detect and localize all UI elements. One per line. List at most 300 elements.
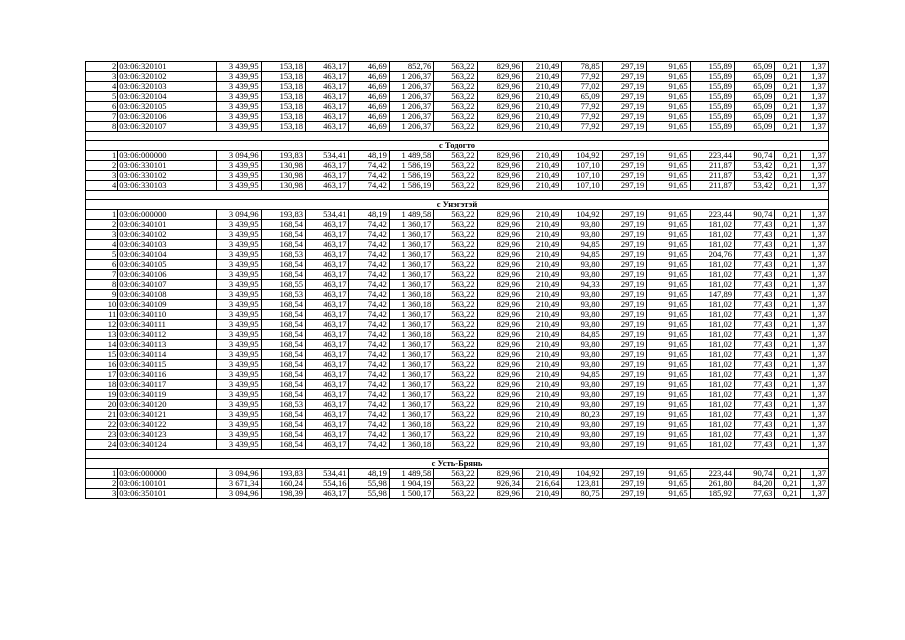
value-cell: 210,49 — [523, 340, 562, 350]
value-cell: 210,49 — [523, 330, 562, 340]
value-cell: 829,96 — [477, 112, 522, 122]
value-cell: 181,02 — [690, 420, 734, 430]
value-cell: 563,22 — [434, 210, 477, 220]
code-cell: 03:06:340108 — [118, 290, 217, 300]
value-cell: 93,80 — [562, 300, 602, 310]
code-cell: 03:06:340109 — [118, 300, 217, 310]
value-cell: 78,85 — [562, 62, 602, 72]
value-cell: 155,89 — [690, 102, 734, 112]
code-cell: 03:06:350101 — [118, 489, 217, 499]
value-cell: 77,02 — [562, 82, 602, 92]
table-row — [86, 220, 829, 230]
value-cell: 829,96 — [477, 92, 522, 102]
value-cell: 829,96 — [477, 489, 522, 499]
value-cell: 463,17 — [306, 230, 349, 240]
value-cell: 130,98 — [261, 181, 305, 191]
value-cell: 77,43 — [735, 300, 775, 310]
value-cell: 297,19 — [602, 220, 646, 230]
value-cell: 829,96 — [477, 390, 522, 400]
value-cell: 1 360,18 — [389, 290, 433, 300]
value-cell: 210,49 — [523, 62, 562, 72]
value-cell: 1 360,17 — [389, 270, 433, 280]
value-cell: 1,37 — [800, 171, 828, 181]
value-cell: 77,43 — [735, 350, 775, 360]
value-cell: 74,42 — [349, 430, 389, 440]
value-cell: 1,37 — [800, 181, 828, 191]
value-cell: 0,21 — [775, 400, 800, 410]
value-cell: 563,22 — [434, 151, 477, 161]
value-cell: 104,92 — [562, 210, 602, 220]
value-cell: 297,19 — [602, 82, 646, 92]
value-cell: 829,96 — [477, 360, 522, 370]
value-cell: 1,37 — [800, 102, 828, 112]
value-cell: 829,96 — [477, 420, 522, 430]
value-cell: 65,09 — [735, 62, 775, 72]
row-number-cell: 1 — [86, 469, 118, 479]
value-cell: 155,89 — [690, 122, 734, 132]
value-cell: 155,89 — [690, 92, 734, 102]
value-cell: 0,21 — [775, 102, 800, 112]
value-cell: 829,96 — [477, 62, 522, 72]
value-cell: 1 360,17 — [389, 380, 433, 390]
value-cell: 74,42 — [349, 320, 389, 330]
value-cell: 94,85 — [562, 250, 602, 260]
value-cell: 74,42 — [349, 280, 389, 290]
value-cell: 168,54 — [261, 370, 305, 380]
value-cell: 46,69 — [349, 62, 389, 72]
code-cell: 03:06:330101 — [118, 161, 217, 171]
value-cell: 77,43 — [735, 410, 775, 420]
value-cell: 852,76 — [389, 62, 433, 72]
table-row — [86, 161, 829, 171]
value-cell: 563,22 — [434, 102, 477, 112]
value-cell: 91,65 — [647, 440, 690, 450]
value-cell: 181,02 — [690, 440, 734, 450]
value-cell: 93,80 — [562, 350, 602, 360]
value-cell: 77,43 — [735, 370, 775, 380]
value-cell: 93,80 — [562, 430, 602, 440]
code-cell: 03:06:320102 — [118, 72, 217, 82]
value-cell: 77,43 — [735, 380, 775, 390]
value-cell: 168,54 — [261, 300, 305, 310]
value-cell: 1,37 — [800, 280, 828, 290]
value-cell: 1 904,19 — [389, 479, 433, 489]
table-row — [86, 300, 829, 310]
value-cell: 1,37 — [800, 420, 828, 430]
value-cell: 1 360,17 — [389, 280, 433, 290]
code-cell: 03:06:340112 — [118, 330, 217, 340]
spacer-cell — [86, 191, 829, 200]
row-number-cell: 3 — [86, 72, 118, 82]
value-cell: 210,49 — [523, 440, 562, 450]
value-cell: 74,42 — [349, 220, 389, 230]
value-cell: 3 439,95 — [217, 171, 261, 181]
value-cell: 1,37 — [800, 390, 828, 400]
row-number-cell: 4 — [86, 181, 118, 191]
row-number-cell: 5 — [86, 92, 118, 102]
value-cell: 297,19 — [602, 380, 646, 390]
value-cell: 563,22 — [434, 360, 477, 370]
value-cell: 74,42 — [349, 440, 389, 450]
value-cell: 463,17 — [306, 92, 349, 102]
table-row — [86, 230, 829, 240]
value-cell: 1 360,17 — [389, 400, 433, 410]
value-cell: 93,80 — [562, 340, 602, 350]
value-cell: 210,49 — [523, 350, 562, 360]
value-cell: 74,42 — [349, 340, 389, 350]
value-cell: 65,09 — [562, 92, 602, 102]
value-cell: 77,63 — [735, 489, 775, 499]
value-cell: 297,19 — [602, 260, 646, 270]
value-cell: 0,21 — [775, 430, 800, 440]
row-number-cell: 1 — [86, 210, 118, 220]
value-cell: 80,75 — [562, 489, 602, 499]
value-cell: 168,54 — [261, 310, 305, 320]
value-cell: 46,69 — [349, 102, 389, 112]
value-cell: 210,49 — [523, 400, 562, 410]
value-cell: 1 586,19 — [389, 161, 433, 171]
value-cell: 77,43 — [735, 220, 775, 230]
table-row — [86, 390, 829, 400]
value-cell: 74,42 — [349, 390, 389, 400]
table-row — [86, 340, 829, 350]
value-cell: 563,22 — [434, 380, 477, 390]
value-cell: 91,65 — [647, 230, 690, 240]
value-cell: 77,43 — [735, 330, 775, 340]
section-header-row — [86, 141, 829, 151]
value-cell: 1 360,18 — [389, 440, 433, 450]
value-cell: 0,21 — [775, 62, 800, 72]
value-cell: 563,22 — [434, 370, 477, 380]
value-cell: 130,98 — [261, 171, 305, 181]
value-cell: 3 439,95 — [217, 320, 261, 330]
value-cell: 0,21 — [775, 360, 800, 370]
value-cell: 3 439,95 — [217, 380, 261, 390]
value-cell: 77,43 — [735, 440, 775, 450]
value-cell: 1,37 — [800, 230, 828, 240]
value-cell: 210,49 — [523, 270, 562, 280]
value-cell: 0,21 — [775, 390, 800, 400]
value-cell: 181,02 — [690, 240, 734, 250]
value-cell: 563,22 — [434, 280, 477, 290]
row-number-cell: 20 — [86, 400, 118, 410]
value-cell: 3 439,95 — [217, 122, 261, 132]
value-cell: 563,22 — [434, 479, 477, 489]
table-row — [86, 92, 829, 102]
value-cell: 91,65 — [647, 380, 690, 390]
section-header-row — [86, 459, 829, 469]
value-cell: 1 586,19 — [389, 171, 433, 181]
value-cell: 0,21 — [775, 420, 800, 430]
value-cell: 297,19 — [602, 469, 646, 479]
value-cell: 77,43 — [735, 320, 775, 330]
row-number-cell: 2 — [86, 161, 118, 171]
value-cell: 93,80 — [562, 230, 602, 240]
value-cell: 77,43 — [735, 230, 775, 240]
value-cell: 91,65 — [647, 370, 690, 380]
value-cell: 3 439,95 — [217, 72, 261, 82]
value-cell: 168,54 — [261, 220, 305, 230]
row-number-cell: 23 — [86, 430, 118, 440]
tariff-table — [85, 61, 829, 499]
value-cell: 0,21 — [775, 112, 800, 122]
value-cell: 1 360,17 — [389, 340, 433, 350]
section-title: с Тодогто — [86, 141, 829, 151]
value-cell: 297,19 — [602, 161, 646, 171]
value-cell: 563,22 — [434, 310, 477, 320]
value-cell: 3 439,95 — [217, 350, 261, 360]
value-cell: 168,54 — [261, 270, 305, 280]
value-cell: 563,22 — [434, 270, 477, 280]
row-number-cell: 6 — [86, 260, 118, 270]
value-cell: 3 439,95 — [217, 340, 261, 350]
value-cell: 1 206,37 — [389, 112, 433, 122]
row-number-cell: 2 — [86, 220, 118, 230]
value-cell: 223,44 — [690, 210, 734, 220]
value-cell: 91,65 — [647, 112, 690, 122]
value-cell: 1,37 — [800, 400, 828, 410]
value-cell: 297,19 — [602, 270, 646, 280]
value-cell: 297,19 — [602, 350, 646, 360]
value-cell: 0,21 — [775, 151, 800, 161]
value-cell: 563,22 — [434, 161, 477, 171]
value-cell: 1,37 — [800, 112, 828, 122]
value-cell: 181,02 — [690, 320, 734, 330]
value-cell: 0,21 — [775, 72, 800, 82]
value-cell: 1 360,17 — [389, 320, 433, 330]
value-cell: 65,09 — [735, 72, 775, 82]
value-cell: 563,22 — [434, 440, 477, 450]
spacer-cell — [86, 132, 829, 141]
value-cell: 91,65 — [647, 400, 690, 410]
value-cell: 77,43 — [735, 260, 775, 270]
value-cell: 91,65 — [647, 220, 690, 230]
code-cell: 03:06:320103 — [118, 82, 217, 92]
value-cell: 65,09 — [735, 122, 775, 132]
value-cell: 297,19 — [602, 210, 646, 220]
code-cell: 03:06:340122 — [118, 420, 217, 430]
value-cell: 3 439,95 — [217, 112, 261, 122]
code-cell: 03:06:340121 — [118, 410, 217, 420]
value-cell: 77,43 — [735, 430, 775, 440]
value-cell: 181,02 — [690, 350, 734, 360]
value-cell: 829,96 — [477, 380, 522, 390]
row-number-cell: 13 — [86, 330, 118, 340]
value-cell: 0,21 — [775, 310, 800, 320]
table-row — [86, 181, 829, 191]
code-cell: 03:06:340115 — [118, 360, 217, 370]
value-cell: 91,65 — [647, 240, 690, 250]
value-cell: 74,42 — [349, 310, 389, 320]
value-cell: 155,89 — [690, 112, 734, 122]
code-cell: 03:06:320105 — [118, 102, 217, 112]
row-number-cell: 22 — [86, 420, 118, 430]
value-cell: 3 439,95 — [217, 161, 261, 171]
value-cell: 90,74 — [735, 469, 775, 479]
value-cell: 91,65 — [647, 82, 690, 92]
value-cell: 3 094,96 — [217, 151, 261, 161]
table-row — [86, 171, 829, 181]
row-number-cell: 24 — [86, 440, 118, 450]
value-cell: 153,18 — [261, 102, 305, 112]
value-cell: 463,17 — [306, 280, 349, 290]
value-cell: 77,43 — [735, 290, 775, 300]
value-cell: 463,17 — [306, 310, 349, 320]
value-cell: 210,49 — [523, 420, 562, 430]
value-cell: 563,22 — [434, 420, 477, 430]
value-cell: 93,80 — [562, 420, 602, 430]
value-cell: 168,54 — [261, 420, 305, 430]
value-cell: 46,69 — [349, 92, 389, 102]
row-number-cell: 7 — [86, 270, 118, 280]
value-cell: 93,80 — [562, 390, 602, 400]
value-cell: 211,87 — [690, 161, 734, 171]
code-cell: 03:06:340116 — [118, 370, 217, 380]
value-cell: 65,09 — [735, 112, 775, 122]
value-cell: 563,22 — [434, 260, 477, 270]
value-cell: 829,96 — [477, 320, 522, 330]
value-cell: 3 439,95 — [217, 370, 261, 380]
value-cell: 168,53 — [261, 290, 305, 300]
table-row — [86, 330, 829, 340]
row-number-cell: 21 — [86, 410, 118, 420]
code-cell: 03:06:340120 — [118, 400, 217, 410]
value-cell: 1,37 — [800, 469, 828, 479]
code-cell: 03:06:330103 — [118, 181, 217, 191]
value-cell: 181,02 — [690, 280, 734, 290]
value-cell: 91,65 — [647, 310, 690, 320]
table-row — [86, 72, 829, 82]
value-cell: 91,65 — [647, 92, 690, 102]
value-cell: 181,02 — [690, 300, 734, 310]
value-cell: 91,65 — [647, 102, 690, 112]
value-cell: 74,42 — [349, 250, 389, 260]
value-cell: 46,69 — [349, 82, 389, 92]
value-cell: 210,49 — [523, 112, 562, 122]
value-cell: 77,43 — [735, 280, 775, 290]
value-cell: 74,42 — [349, 230, 389, 240]
value-cell: 210,49 — [523, 161, 562, 171]
value-cell: 297,19 — [602, 330, 646, 340]
value-cell: 1,37 — [800, 122, 828, 132]
table-row — [86, 469, 829, 479]
table-row — [86, 260, 829, 270]
value-cell: 463,17 — [306, 340, 349, 350]
spacer-row — [86, 450, 829, 459]
row-number-cell: 9 — [86, 290, 118, 300]
value-cell: 181,02 — [690, 270, 734, 280]
value-cell: 210,49 — [523, 92, 562, 102]
value-cell: 463,17 — [306, 62, 349, 72]
value-cell: 829,96 — [477, 260, 522, 270]
value-cell: 297,19 — [602, 320, 646, 330]
value-cell: 1 360,17 — [389, 390, 433, 400]
value-cell: 93,80 — [562, 360, 602, 370]
value-cell: 84,85 — [562, 330, 602, 340]
value-cell: 563,22 — [434, 430, 477, 440]
value-cell: 93,80 — [562, 260, 602, 270]
value-cell: 91,65 — [647, 479, 690, 489]
value-cell: 3 439,95 — [217, 260, 261, 270]
value-cell: 563,22 — [434, 350, 477, 360]
value-cell: 74,42 — [349, 290, 389, 300]
value-cell: 65,09 — [735, 92, 775, 102]
value-cell: 168,55 — [261, 280, 305, 290]
value-cell: 210,49 — [523, 290, 562, 300]
value-cell: 210,49 — [523, 489, 562, 499]
value-cell: 1 360,17 — [389, 310, 433, 320]
value-cell: 94,85 — [562, 370, 602, 380]
value-cell: 168,53 — [261, 400, 305, 410]
value-cell: 829,96 — [477, 280, 522, 290]
value-cell: 1 360,17 — [389, 360, 433, 370]
value-cell: 1 489,58 — [389, 210, 433, 220]
code-cell: 03:06:000000 — [118, 210, 217, 220]
value-cell: 168,54 — [261, 410, 305, 420]
value-cell: 93,80 — [562, 290, 602, 300]
table-row — [86, 112, 829, 122]
value-cell: 74,42 — [349, 330, 389, 340]
value-cell: 0,21 — [775, 260, 800, 270]
value-cell: 77,43 — [735, 340, 775, 350]
value-cell: 829,96 — [477, 210, 522, 220]
table-row — [86, 489, 829, 499]
value-cell: 0,21 — [775, 161, 800, 171]
value-cell: 1 206,37 — [389, 102, 433, 112]
value-cell: 463,17 — [306, 82, 349, 92]
value-cell: 77,92 — [562, 72, 602, 82]
value-cell: 181,02 — [690, 360, 734, 370]
value-cell: 0,21 — [775, 330, 800, 340]
value-cell: 210,49 — [523, 151, 562, 161]
value-cell: 93,80 — [562, 380, 602, 390]
value-cell: 91,65 — [647, 62, 690, 72]
value-cell: 829,96 — [477, 300, 522, 310]
value-cell: 93,80 — [562, 320, 602, 330]
row-number-cell: 3 — [86, 171, 118, 181]
value-cell: 181,02 — [690, 330, 734, 340]
row-number-cell: 4 — [86, 82, 118, 92]
value-cell: 563,22 — [434, 469, 477, 479]
value-cell: 463,17 — [306, 181, 349, 191]
value-cell: 181,02 — [690, 400, 734, 410]
value-cell: 153,18 — [261, 82, 305, 92]
value-cell: 0,21 — [775, 171, 800, 181]
value-cell: 829,96 — [477, 370, 522, 380]
value-cell: 91,65 — [647, 290, 690, 300]
value-cell: 107,10 — [562, 181, 602, 191]
value-cell: 554,16 — [306, 479, 349, 489]
value-cell: 463,17 — [306, 370, 349, 380]
value-cell: 91,65 — [647, 181, 690, 191]
value-cell: 168,53 — [261, 250, 305, 260]
value-cell: 104,92 — [562, 151, 602, 161]
table-row — [86, 210, 829, 220]
code-cell: 03:06:340103 — [118, 240, 217, 250]
table-row — [86, 370, 829, 380]
value-cell: 93,80 — [562, 270, 602, 280]
value-cell: 91,65 — [647, 420, 690, 430]
code-cell: 03:06:000000 — [118, 469, 217, 479]
code-cell: 03:06:340105 — [118, 260, 217, 270]
value-cell: 74,42 — [349, 260, 389, 270]
value-cell: 53,42 — [735, 161, 775, 171]
value-cell: 77,43 — [735, 400, 775, 410]
code-cell: 03:06:340101 — [118, 220, 217, 230]
value-cell: 3 439,95 — [217, 420, 261, 430]
value-cell: 1 206,37 — [389, 92, 433, 102]
table-row — [86, 250, 829, 260]
